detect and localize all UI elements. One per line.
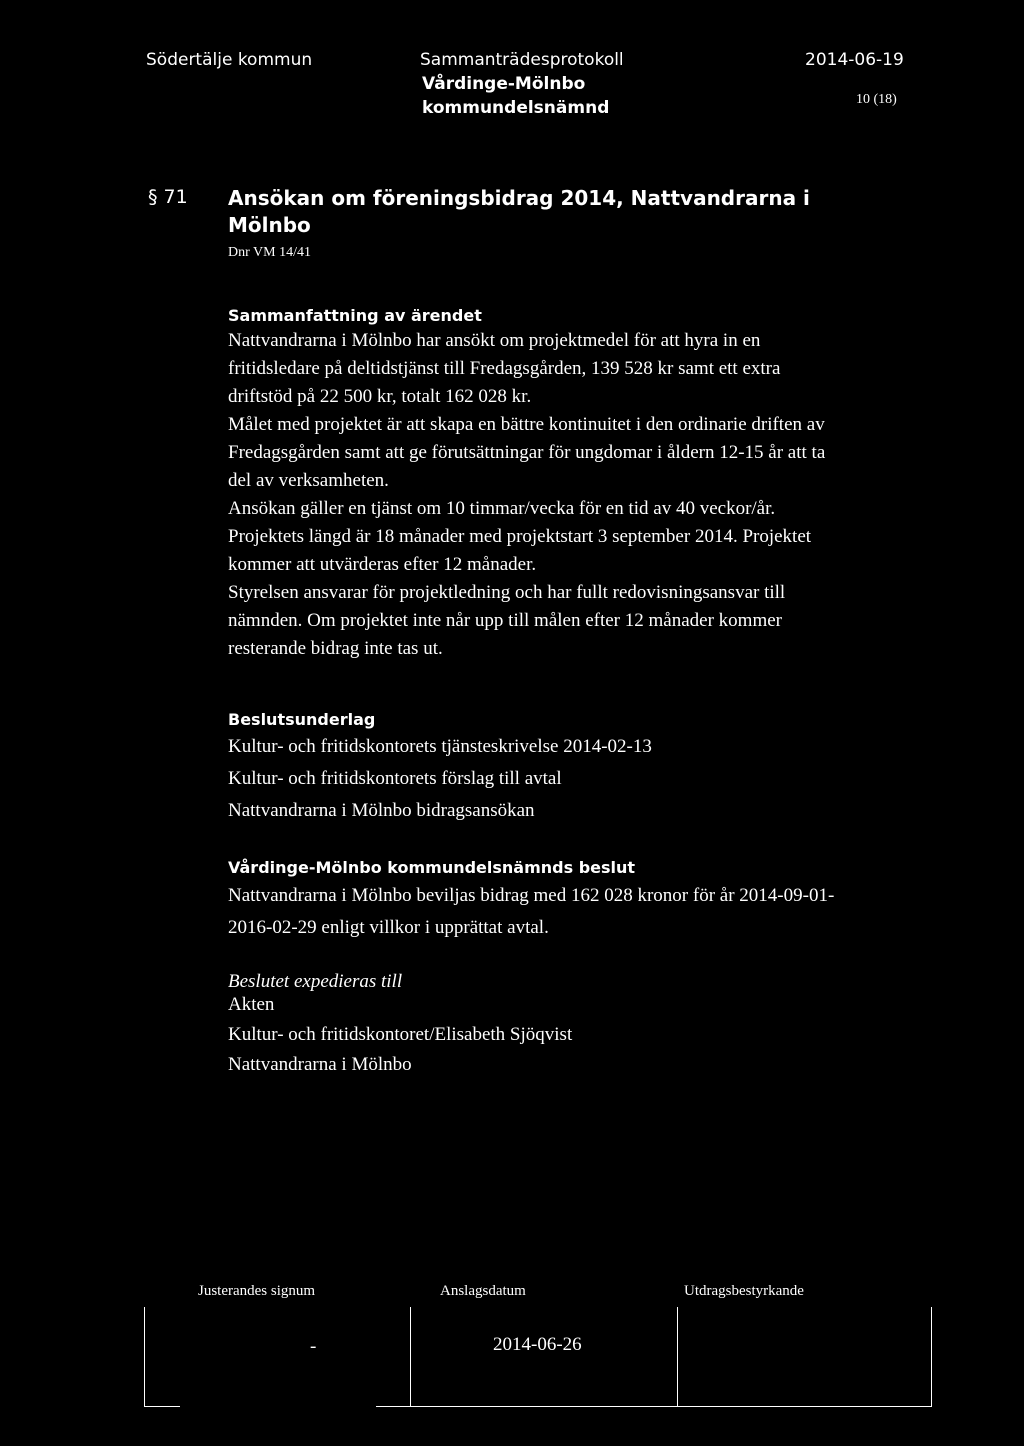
dispatch-item: Kultur- och fritidskontoret/Elisabeth Sjöqvist — [228, 1024, 573, 1045]
decision-line: 2016-02-29 enligt villkor i upprättat avtal. — [228, 917, 549, 938]
decision-body — [228, 880, 834, 944]
basis-heading: Beslutsunderlag — [228, 710, 376, 729]
footer-box-bottom-left — [144, 1406, 180, 1407]
section-symbol: § 71 — [148, 186, 188, 208]
summary-line: resterande bidrag inte tas ut. — [228, 638, 443, 659]
committee-name-line2: kommundelsnämnd — [422, 98, 610, 118]
document-type: Sammanträdesprotokoll — [420, 50, 624, 70]
page-number: 10 (18) — [856, 92, 897, 107]
diary-number: Dnr VM 14/41 — [228, 245, 311, 260]
committee-name-line1: Vårdinge-Mölnbo — [422, 74, 586, 94]
footer-box-divider-1 — [410, 1307, 411, 1407]
basis-item: Nattvandrarna i Mölnbo bidragsansökan — [228, 800, 535, 821]
section-title-line1: Ansökan om föreningsbidrag 2014, Nattvandrarna i — [228, 186, 810, 210]
summary-heading: Sammanfattning av ärendet — [228, 306, 482, 325]
basis-list — [228, 733, 652, 825]
dispatch-heading: Beslutet expedieras till — [228, 971, 403, 992]
dispatch-item: Akten — [228, 994, 275, 1015]
summary-line: kommer att utvärderas efter 12 månader. — [228, 554, 537, 575]
section-title-line2: Mölnbo — [228, 213, 311, 237]
basis-item: Kultur- och fritidskontorets tjänsteskrivelse 2014-02-13 — [228, 736, 652, 757]
summary-line: Styrelsen ansvarar för projektledning och har fullt redovisningsansvar till — [228, 582, 786, 603]
anslag-label: Anslagsdatum — [440, 1283, 526, 1299]
signum-field: - — [310, 1336, 317, 1357]
summary-line: fritidsledare på deltidstjänst till Fredagsgården, 139 528 kr samt ett extra — [228, 358, 781, 379]
municipality-name: Södertälje kommun — [146, 50, 313, 70]
utdrag-label: Utdragsbestyrkande — [684, 1283, 804, 1299]
summary-line: driftstöd på 22 500 kr, totalt 162 028 kr. — [228, 386, 532, 407]
basis-item: Kultur- och fritidskontorets förslag till avtal — [228, 768, 562, 789]
summary-line: Målet med projektet är att skapa en bättre kontinuitet i den ordinarie driften av — [228, 414, 825, 435]
dispatch-item: Nattvandrarna i Mölnbo — [228, 1054, 412, 1075]
signum-label: Justerandes signum — [198, 1283, 316, 1299]
footer-box-left-border — [144, 1307, 145, 1407]
summary-line: del av verksamheten. — [228, 470, 389, 491]
summary-body — [228, 327, 825, 663]
anslag-date: 2014-06-26 — [493, 1334, 582, 1355]
decision-line: Nattvandrarna i Mölnbo beviljas bidrag med 162 028 kronor för år 2014-09-01- — [228, 885, 835, 906]
summary-line: Nattvandrarna i Mölnbo har ansökt om projektmedel för att hyra in en — [228, 330, 761, 351]
footer-box-bottom-right — [376, 1406, 932, 1407]
meeting-date: 2014-06-19 — [805, 50, 904, 70]
summary-line: Projektets längd är 18 månader med projektstart 3 september 2014. Projektet — [228, 526, 812, 547]
decision-heading: Vårdinge-Mölnbo kommundelsnämnds beslut — [228, 858, 636, 877]
summary-line: nämnden. Om projektet inte når upp till målen efter 12 månader kommer — [228, 610, 782, 631]
dispatch-list — [228, 990, 572, 1080]
footer-box-divider-2 — [677, 1307, 678, 1407]
summary-line: Fredagsgården samt att ge förutsättningar för ungdomar i åldern 12-15 år att ta — [228, 442, 826, 463]
summary-line: Ansökan gäller en tjänst om 10 timmar/vecka för en tid av 40 veckor/år. — [228, 498, 776, 519]
footer-box-right-border — [931, 1307, 932, 1407]
